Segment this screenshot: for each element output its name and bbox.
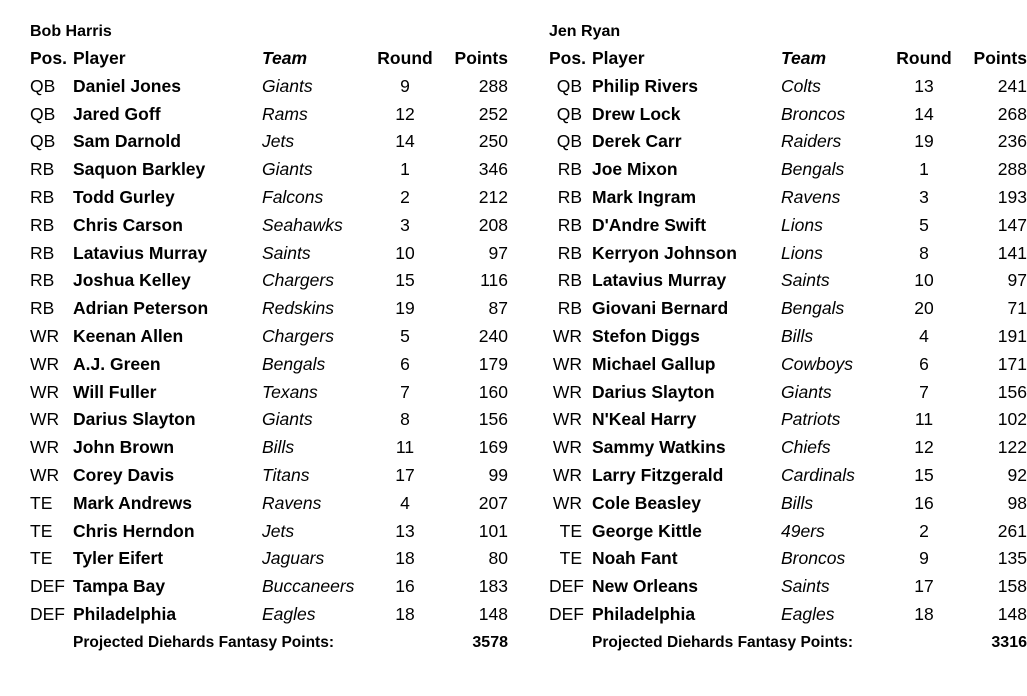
cell-player: Todd Gurley (73, 186, 175, 207)
cell-pos: QB (556, 103, 582, 124)
table-row (30, 518, 508, 546)
header-team: Team (262, 48, 308, 68)
cell-round: 11 (914, 409, 934, 430)
table-row (549, 379, 1027, 407)
cell-pos: WR (552, 492, 582, 513)
cell-team: Titans (262, 464, 310, 485)
cell-round: 3 (919, 186, 929, 207)
cell-pos: RB (557, 214, 582, 235)
cell-player: Saquon Barkley (73, 159, 206, 180)
cell-round: 3 (400, 214, 410, 235)
table-row (30, 434, 508, 462)
cell-points: 156 (997, 381, 1027, 402)
cell-points: 179 (478, 353, 508, 374)
total-row (30, 629, 508, 657)
table-row (30, 462, 508, 490)
cell-team: Bengals (781, 298, 845, 319)
cell-round: 4 (400, 492, 410, 513)
cell-player: A.J. Green (73, 353, 161, 374)
cell-team: Jaguars (262, 548, 325, 569)
cell-player: Mark Andrews (73, 492, 192, 513)
cell-team: Chiefs (781, 437, 831, 458)
cell-pos: WR (552, 409, 582, 430)
cell-pos: WR (552, 464, 582, 485)
cell-pos: WR (552, 325, 582, 346)
team-table-bob-harris (30, 18, 508, 657)
table-row (30, 351, 508, 379)
cell-round: 12 (395, 103, 415, 124)
table-row (30, 490, 508, 518)
cell-player: Larry Fitzgerald (592, 464, 724, 485)
cell-points: 288 (478, 75, 508, 96)
cell-points: 288 (997, 159, 1027, 180)
table-row (549, 156, 1027, 184)
cell-points: 158 (997, 576, 1027, 597)
cell-round: 14 (395, 131, 415, 152)
table-row (30, 240, 508, 268)
cell-team: Giants (262, 409, 313, 430)
cell-round: 17 (914, 576, 934, 597)
cell-points: 252 (478, 103, 508, 124)
table-row (549, 323, 1027, 351)
cell-round: 9 (400, 75, 410, 96)
total-label: Projected Diehards Fantasy Points: (73, 633, 334, 651)
cell-player: Latavius Murray (592, 270, 727, 291)
cell-team: Jets (262, 520, 295, 541)
header-row (30, 45, 508, 73)
cell-points: 160 (478, 381, 508, 402)
cell-player: Chris Carson (73, 214, 183, 235)
cell-team: Cardinals (781, 464, 855, 485)
cell-team: Lions (781, 214, 823, 235)
header-round: Round (896, 48, 952, 68)
cell-team: Saints (781, 270, 830, 291)
header-player: Player (592, 48, 645, 68)
cell-points: 122 (997, 437, 1027, 458)
cell-pos: TE (30, 492, 53, 513)
cell-player: Noah Fant (592, 548, 678, 569)
cell-round: 8 (919, 242, 929, 263)
cell-pos: WR (552, 437, 582, 458)
table-row (30, 73, 508, 101)
table-row (549, 490, 1027, 518)
cell-pos: RB (30, 242, 55, 263)
table-row (549, 518, 1027, 546)
cell-points: 169 (478, 437, 508, 458)
owner-name: Jen Ryan (549, 23, 621, 40)
table-row (549, 601, 1027, 629)
cell-team: Falcons (262, 186, 324, 207)
cell-pos: QB (30, 131, 56, 152)
cell-player: Daniel Jones (73, 75, 181, 96)
cell-team: Chargers (262, 325, 334, 346)
cell-team: Ravens (781, 186, 841, 207)
cell-player: Tampa Bay (73, 576, 166, 597)
cell-pos: RB (30, 214, 55, 235)
cell-player: Giovani Bernard (592, 298, 729, 319)
cell-points: 87 (488, 298, 508, 319)
table-row (549, 545, 1027, 573)
cell-points: 171 (997, 353, 1027, 374)
cell-player: Sam Darnold (73, 131, 181, 152)
cell-player: Kerryon Johnson (592, 242, 737, 263)
cell-team: Buccaneers (262, 576, 355, 597)
cell-round: 14 (914, 103, 934, 124)
cell-points: 97 (1007, 270, 1027, 291)
cell-player: Will Fuller (73, 381, 157, 402)
cell-points: 250 (478, 131, 508, 152)
cell-points: 236 (997, 131, 1027, 152)
cell-team: Ravens (262, 492, 322, 513)
cell-player: Philadelphia (73, 603, 177, 624)
cell-points: 156 (478, 409, 508, 430)
cell-round: 5 (400, 325, 410, 346)
table-row (549, 184, 1027, 212)
table-row (549, 128, 1027, 156)
cell-points: 207 (478, 492, 508, 513)
cell-round: 10 (914, 270, 934, 291)
cell-points: 80 (488, 548, 508, 569)
cell-pos: RB (557, 298, 582, 319)
cell-player: George Kittle (592, 520, 702, 541)
cell-team: Bills (781, 325, 814, 346)
team-table-jen-ryan (549, 18, 1027, 657)
cell-player: Adrian Peterson (73, 298, 209, 319)
total-label: Projected Diehards Fantasy Points: (592, 633, 853, 651)
cell-player: Chris Herndon (73, 520, 195, 541)
table-row (549, 351, 1027, 379)
cell-round: 18 (395, 548, 415, 569)
cell-points: 92 (1007, 464, 1027, 485)
cell-team: Saints (262, 242, 311, 263)
cell-pos: TE (559, 548, 582, 569)
table-row (30, 267, 508, 295)
cell-round: 1 (919, 159, 929, 180)
cell-player: Jared Goff (73, 103, 161, 124)
header-round: Round (377, 48, 433, 68)
cell-round: 5 (919, 214, 929, 235)
total-row (549, 629, 1027, 657)
cell-round: 13 (395, 520, 415, 541)
cell-round: 15 (395, 270, 415, 291)
cell-pos: WR (30, 437, 60, 458)
cell-player: Darius Slayton (592, 381, 715, 402)
cell-pos: RB (30, 270, 55, 291)
cell-points: 193 (997, 186, 1027, 207)
cell-team: Chargers (262, 270, 334, 291)
cell-player: Latavius Murray (73, 242, 208, 263)
cell-pos: RB (30, 298, 55, 319)
cell-round: 7 (919, 381, 929, 402)
cell-pos: WR (552, 353, 582, 374)
cell-pos: WR (30, 409, 60, 430)
cell-round: 9 (919, 548, 929, 569)
cell-points: 99 (488, 464, 508, 485)
cell-team: Raiders (781, 131, 842, 152)
cell-pos: TE (30, 520, 53, 541)
cell-round: 10 (395, 242, 415, 263)
cell-pos: RB (30, 186, 55, 207)
cell-player: Corey Davis (73, 464, 175, 485)
cell-team: Eagles (262, 603, 316, 624)
cell-player: Joshua Kelley (73, 270, 191, 291)
cell-team: Redskins (262, 298, 334, 319)
cell-round: 18 (914, 603, 934, 624)
cell-player: Derek Carr (592, 131, 682, 152)
header-points: Points (454, 48, 508, 68)
cell-team: Rams (262, 103, 308, 124)
cell-team: Giants (262, 75, 313, 96)
cell-points: 102 (997, 409, 1027, 430)
cell-points: 183 (478, 576, 508, 597)
cell-pos: QB (556, 131, 582, 152)
cell-points: 208 (478, 214, 508, 235)
header-row (549, 45, 1027, 73)
cell-pos: QB (30, 75, 56, 96)
cell-team: Bills (781, 492, 814, 513)
cell-team: Seahawks (262, 214, 343, 235)
cell-points: 212 (478, 186, 508, 207)
table-row (549, 295, 1027, 323)
table-row (549, 573, 1027, 601)
table-row (30, 128, 508, 156)
cell-round: 16 (914, 492, 934, 513)
cell-points: 141 (997, 242, 1027, 263)
cell-points: 241 (997, 75, 1027, 96)
table-row (549, 240, 1027, 268)
cell-team: Colts (781, 75, 821, 96)
cell-points: 135 (997, 548, 1027, 569)
cell-round: 18 (395, 603, 415, 624)
cell-player: Keenan Allen (73, 325, 184, 346)
table-row (549, 406, 1027, 434)
cell-team: Jets (262, 131, 295, 152)
cell-points: 346 (478, 159, 508, 180)
cell-player: Stefon Diggs (592, 325, 700, 346)
header-player: Player (73, 48, 126, 68)
cell-points: 240 (478, 325, 508, 346)
cell-points: 148 (478, 603, 508, 624)
cell-team: Bengals (262, 353, 326, 374)
cell-pos: WR (30, 325, 60, 346)
cell-pos: WR (30, 464, 60, 485)
cell-pos: QB (30, 103, 56, 124)
cell-pos: WR (552, 381, 582, 402)
cell-player: Drew Lock (592, 103, 681, 124)
header-team: Team (781, 48, 827, 68)
cell-pos: DEF (549, 603, 584, 624)
cell-points: 116 (480, 270, 508, 291)
cell-pos: TE (30, 548, 53, 569)
cell-round: 15 (914, 464, 934, 485)
cell-team: Giants (262, 159, 313, 180)
cell-player: Tyler Eifert (73, 548, 164, 569)
cell-round: 13 (914, 75, 934, 96)
cell-team: Bengals (781, 159, 845, 180)
cell-player: Mark Ingram (592, 186, 697, 207)
cell-player: Darius Slayton (73, 409, 196, 430)
cell-player: John Brown (73, 437, 175, 458)
cell-round: 7 (400, 381, 410, 402)
cell-pos: TE (559, 520, 582, 541)
table-row (30, 545, 508, 573)
cell-round: 8 (400, 409, 410, 430)
cell-points: 98 (1007, 492, 1027, 513)
cell-pos: WR (30, 381, 60, 402)
cell-team: Lions (781, 242, 823, 263)
table-row (30, 156, 508, 184)
table-row (549, 73, 1027, 101)
cell-player: Sammy Watkins (592, 437, 726, 458)
cell-points: 147 (997, 214, 1027, 235)
table-row (30, 573, 508, 601)
cell-round: 17 (395, 464, 415, 485)
cell-round: 11 (395, 437, 415, 458)
cell-round: 2 (400, 186, 410, 207)
table-row (549, 212, 1027, 240)
table-row (30, 295, 508, 323)
cell-team: Eagles (781, 603, 835, 624)
cell-round: 4 (919, 325, 929, 346)
cell-round: 20 (914, 298, 934, 319)
total-value: 3578 (472, 633, 508, 651)
cell-points: 101 (478, 520, 508, 541)
table-row (549, 101, 1027, 129)
cell-team: Cowboys (781, 353, 853, 374)
cell-player: Philip Rivers (592, 75, 699, 96)
cell-pos: DEF (30, 576, 65, 597)
table-row (30, 379, 508, 407)
cell-player: N'Keal Harry (592, 409, 697, 430)
owner-name: Bob Harris (30, 23, 112, 40)
cell-points: 261 (997, 520, 1027, 541)
cell-round: 2 (919, 520, 929, 541)
header-pos: Pos. (549, 48, 586, 68)
table-row (30, 323, 508, 351)
cell-pos: RB (557, 270, 582, 291)
table-row (30, 406, 508, 434)
cell-points: 191 (997, 325, 1027, 346)
cell-round: 16 (395, 576, 415, 597)
cell-points: 97 (488, 242, 508, 263)
cell-team: Giants (781, 381, 832, 402)
table-row (30, 101, 508, 129)
table-row (549, 434, 1027, 462)
table-row (30, 212, 508, 240)
cell-round: 6 (400, 353, 410, 374)
cell-player: New Orleans (592, 576, 699, 597)
cell-pos: DEF (30, 603, 65, 624)
cell-pos: RB (557, 242, 582, 263)
cell-team: 49ers (781, 520, 825, 541)
cell-pos: QB (556, 75, 582, 96)
cell-pos: RB (30, 159, 55, 180)
cell-round: 19 (914, 131, 934, 152)
cell-pos: RB (557, 159, 582, 180)
table-row (30, 601, 508, 629)
cell-team: Broncos (781, 103, 846, 124)
cell-round: 19 (395, 298, 415, 319)
cell-pos: WR (30, 353, 60, 374)
cell-points: 268 (997, 103, 1027, 124)
cell-player: Michael Gallup (592, 353, 716, 374)
header-pos: Pos. (30, 48, 67, 68)
cell-team: Patriots (781, 409, 841, 430)
table-row (549, 267, 1027, 295)
cell-team: Bills (262, 437, 295, 458)
cell-pos: DEF (549, 576, 584, 597)
cell-team: Broncos (781, 548, 846, 569)
cell-player: Cole Beasley (592, 492, 701, 513)
cell-team: Texans (262, 381, 318, 402)
cell-pos: RB (557, 186, 582, 207)
cell-team: Saints (781, 576, 830, 597)
total-value: 3316 (991, 633, 1027, 651)
cell-player: Philadelphia (592, 603, 696, 624)
header-points: Points (973, 48, 1027, 68)
table-row (549, 462, 1027, 490)
cell-player: D'Andre Swift (592, 214, 707, 235)
table-row (30, 184, 508, 212)
cell-points: 71 (1007, 298, 1027, 319)
cell-round: 12 (914, 437, 934, 458)
cell-player: Joe Mixon (592, 159, 678, 180)
cell-round: 1 (400, 159, 410, 180)
cell-points: 148 (997, 603, 1027, 624)
cell-round: 6 (919, 353, 929, 374)
